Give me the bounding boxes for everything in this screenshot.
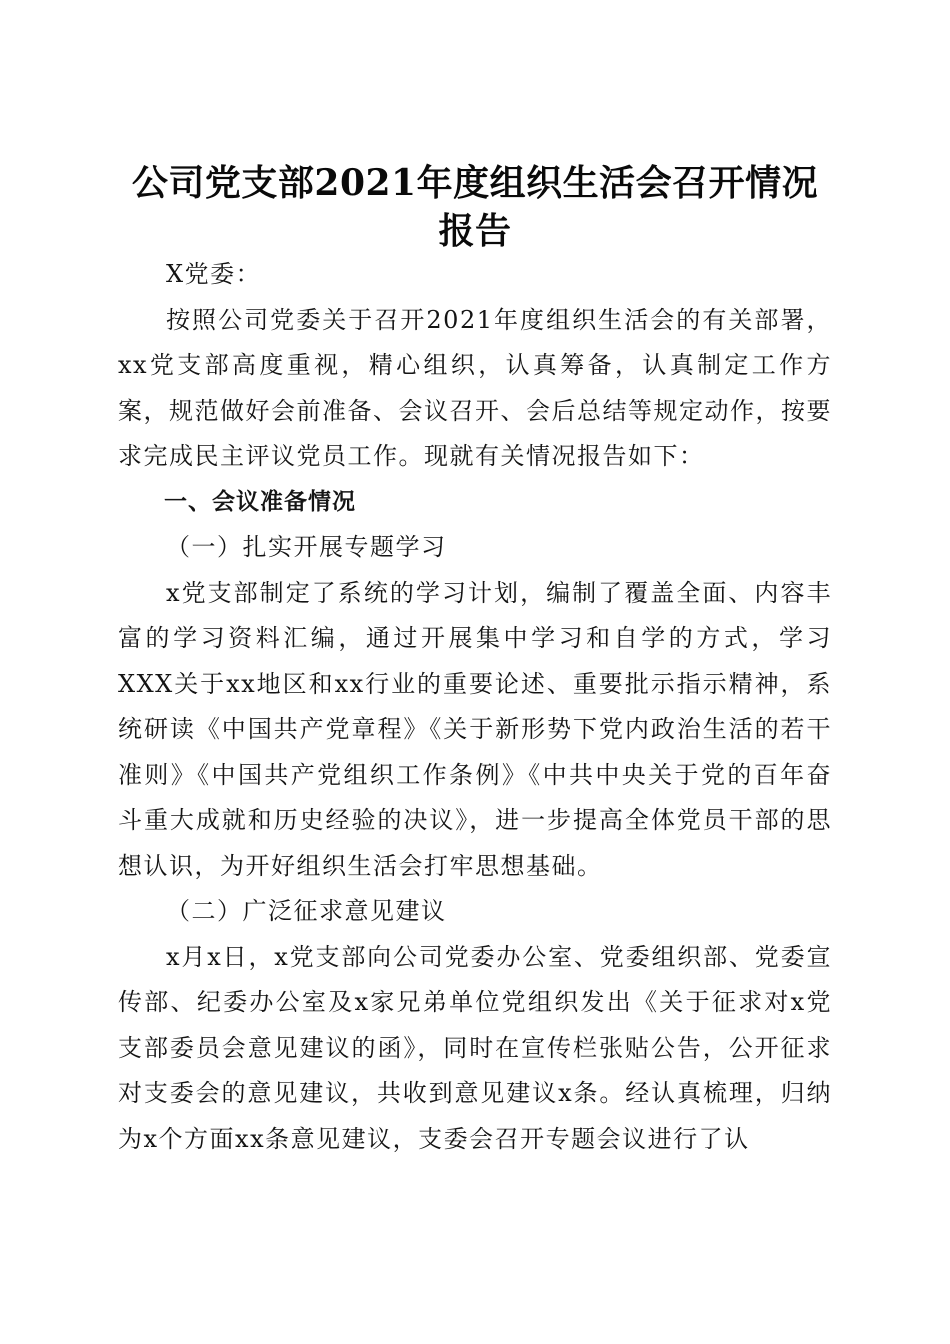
document-body — [118, 252, 832, 1162]
subsection-heading-1: （一）扎实开展专题学习 — [166, 533, 447, 561]
salutation: X党委： — [166, 260, 262, 288]
subsection-2-paragraph: x月x日，x党支部向公司党委办公室、党委组织部、党委宣传部、纪委办公室及x家兄弟单位党组织发出《关于征求对x党支部委员会意见建议的函》，同时在宣传栏张贴公告，公开征求对支委会的意见建议，共收到意见建议x条。经认真梳理，归纳为x个方面xx条意见建议，支委会召开专题会议进行了认 — [118, 942, 832, 1153]
subsection-heading-2: （二）广泛征求意见建议 — [166, 897, 447, 925]
subsection-1-paragraph: x党支部制定了系统的学习计划，编制了覆盖全面、内容丰富的学习资料汇编，通过开展集中学习和自学的方式，学习XXX关于xx地区和xx行业的重要论述、重要批示指示精神，系统研读《中国共产党章程》《关于新形势下党内政治生活的若干准则》《中国共产党组织工作条例》《中共中央关于党的百年奋斗重大成就和历史经验的决议》，进一步提高全体党员干部的思想认识，为开好组织生活会打牢思想基础。 — [118, 578, 832, 880]
document-title: 公司党支部2021年度组织生活会召开情况报告 — [131, 162, 819, 253]
intro-paragraph: 按照公司党委关于召开2021年度组织生活会的有关部署，xx党支部高度重视，精心组织，认真筹备，认真制定工作方案，规范做好会前准备、会议召开、会后总结等规定动作，按要求完成民主评议党员工作。现就有关情况报告如下： — [118, 305, 832, 470]
section-heading-1: 一、会议准备情况 — [164, 488, 356, 515]
